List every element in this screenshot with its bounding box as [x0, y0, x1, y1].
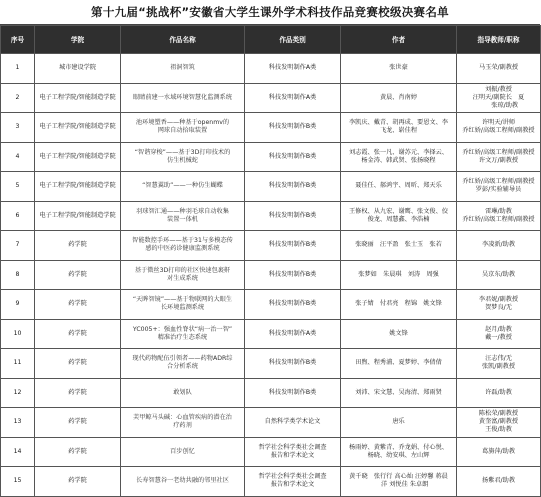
- cell-college: 药学院: [35, 378, 121, 408]
- cell-authors: 张晓丽 汪平盈 张士玉 张若: [341, 231, 457, 261]
- cell-work-name: 祖洞智筑: [121, 54, 245, 84]
- cell-number: 8: [1, 260, 35, 290]
- cell-work-name: 池环境塑香——种基于openmv的 网球自动拾取装置: [121, 113, 245, 143]
- cell-authors: 张子婧 付君亮 程锦 姚文锋: [341, 290, 457, 320]
- cell-work-name: 基于微丝3D打印的社区快速包裹鼾 对生成系统: [121, 260, 245, 290]
- cell-authors: 李凯庆、戴青、胡再成、要恩文、李 飞龙、崭佳程: [341, 113, 457, 143]
- cell-work-name: 百步创忆: [121, 437, 245, 467]
- cell-authors: 黄晨、肖南婷: [341, 83, 457, 113]
- cell-category: 科技发明制作A类: [245, 83, 341, 113]
- table-row: [1, 349, 541, 379]
- cell-authors: 田煦、程秀浦、夏梦婷、李倩倩: [341, 349, 457, 379]
- header-college: 学院: [35, 26, 121, 54]
- cell-college: 电子工程学院/智能制造学院: [35, 142, 121, 172]
- cell-work-name: 羽球智汇通——种羽毛球自动收集 装置一体机: [121, 201, 245, 231]
- cell-college: 药学院: [35, 437, 121, 467]
- cell-category: 科技发明制作B类: [245, 201, 341, 231]
- table-row: [1, 201, 541, 231]
- table-row: [1, 260, 541, 290]
- cell-advisor: 雷琳/助教 乔红娇/高级工程师/副教授: [457, 201, 541, 231]
- cell-college: 城市建设学院: [35, 54, 121, 84]
- cell-authors: 杨雨婷、黄紫青、乔龙娟、付心悦、 杨晓、幼安琪、左山辉: [341, 437, 457, 467]
- cell-advisor: 汪志伟/无 张凯/副教授: [457, 349, 541, 379]
- cell-college: 电子工程学院/智能制造学院: [35, 172, 121, 202]
- cell-college: 药学院: [35, 467, 121, 497]
- cell-college: 药学院: [35, 260, 121, 290]
- cell-number: 4: [1, 142, 35, 172]
- table-row: [1, 408, 541, 438]
- cell-work-name: “智慧翼助”——一种仿生蝴蝶: [121, 172, 245, 202]
- cell-work-name: 眼睛前建一水域环境智慧化监测系统: [121, 83, 245, 113]
- table-row: [1, 290, 541, 320]
- cell-advisor: 吴京东/助教: [457, 260, 541, 290]
- cell-category: 科技发明制作B类: [245, 378, 341, 408]
- cell-number: 6: [1, 201, 35, 231]
- cell-college: 药学院: [35, 349, 121, 379]
- cell-category: 科技发明制作B类: [245, 290, 341, 320]
- cell-advisor: 许磊/助教: [457, 378, 541, 408]
- cell-category: 科技发明制作A类: [245, 319, 341, 349]
- cell-category: 哲学社会科学类社会调查 报告和学术论文: [245, 437, 341, 467]
- cell-work-name: “天眸智镜”——基于物联网的大眼生 长环境监测系统: [121, 290, 245, 320]
- cell-college: 药学院: [35, 319, 121, 349]
- cell-category: 科技发明制作B类: [245, 142, 341, 172]
- header-category: 作品类别: [245, 26, 341, 54]
- cell-advisor: 乔红娇/高级工程师/副教授 许文万/副教授: [457, 142, 541, 172]
- cell-category: 科技发明制作B类: [245, 260, 341, 290]
- cell-category: 哲学社会科学类社会调查 报告和学术论文: [245, 467, 341, 497]
- table-row: [1, 231, 541, 261]
- cell-number: 15: [1, 467, 35, 497]
- cell-advisor: 葛旃萍/助教: [457, 437, 541, 467]
- table-row: [1, 319, 541, 349]
- header-advisor: 指导教师/职称: [457, 26, 541, 54]
- cell-authors: 聂佳任、郝鸿宇、周昕、郑天乐: [341, 172, 457, 202]
- cell-number: 5: [1, 172, 35, 202]
- cell-work-name: “智谐穿梭”——基于3D打印技术的 仿生机械蛇: [121, 142, 245, 172]
- cell-authors: 黄千晓 张行行 高心灿 汪婷馨 蒋晨 洋 刘悦佳 朱卓朗: [341, 467, 457, 497]
- table-row: [1, 83, 541, 113]
- cell-category: 科技发明制作B类: [245, 113, 341, 143]
- cell-advisor: 赵月/助教 戴一/教授: [457, 319, 541, 349]
- cell-advisor: 许明天/讲师 乔红娇/高级工程师/副教授: [457, 113, 541, 143]
- cell-advisor: 刘振/教授 汪明天/副院长 夏 张琼/助教: [457, 83, 541, 113]
- table-row: [1, 113, 541, 143]
- cell-number: 2: [1, 83, 35, 113]
- table-row: [1, 378, 541, 408]
- cell-work-name: 芙甲鲸马头碱：心血管疾病的潜在治 疗药剂: [121, 408, 245, 438]
- cell-college: 药学院: [35, 290, 121, 320]
- header-number: 序号: [1, 26, 35, 54]
- cell-category: 科技发明制作B类: [245, 172, 341, 202]
- cell-number: 14: [1, 437, 35, 467]
- cell-authors: 刘志霞、张一凡、谢苏元、李择云、 杨金涛、韩武贤、张扬晓程: [341, 142, 457, 172]
- cell-college: 药学院: [35, 231, 121, 261]
- cell-number: 1: [1, 54, 35, 84]
- cell-category: 科技发明制作B类: [245, 231, 341, 261]
- cell-college: 电子工程学院/智能制造学院: [35, 113, 121, 143]
- cell-number: 9: [1, 290, 35, 320]
- cell-work-name: YC005+：强血性脊状“病一治一智” 精准治疗生态系统: [121, 319, 245, 349]
- sheet-title: 第十九届“挑战杯”安徽省大学生课外学术科技作品竞赛校级决赛名单: [0, 0, 540, 25]
- cell-advisor: 扬紫君/助教: [457, 467, 541, 497]
- header-work-name: 作品名称: [121, 26, 245, 54]
- cell-authors: 张梦如 朱晨琪 刘涛 周强: [341, 260, 457, 290]
- cell-work-name: 敢划队: [121, 378, 245, 408]
- cell-number: 12: [1, 378, 35, 408]
- results-table: [0, 25, 541, 497]
- cell-authors: 姚文锋: [341, 319, 457, 349]
- cell-authors: 唐乐: [341, 408, 457, 438]
- cell-authors: 刘沛、宋文慧、吴海清、郑雨贤: [341, 378, 457, 408]
- cell-number: 10: [1, 319, 35, 349]
- cell-advisor: 李凌新/助教: [457, 231, 541, 261]
- table-row: [1, 467, 541, 497]
- header-authors: 作者: [341, 26, 457, 54]
- cell-authors: 张世豪: [341, 54, 457, 84]
- cell-work-name: 长寿智慧谷一老幼共融的邻里社区: [121, 467, 245, 497]
- cell-category: 科技发明制作B类: [245, 349, 341, 379]
- header-row: [1, 26, 541, 54]
- cell-college: 电子工程学院/智能制造学院: [35, 83, 121, 113]
- cell-advisor: 乔红娇/高级工程师/副教授 罗彭/实验辅导员: [457, 172, 541, 202]
- table-row: [1, 142, 541, 172]
- cell-college: 电子工程学院/智能制造学院: [35, 201, 121, 231]
- cell-category: 自然科学类学术论文: [245, 408, 341, 438]
- cell-number: 11: [1, 349, 35, 379]
- table-row: [1, 172, 541, 202]
- cell-number: 3: [1, 113, 35, 143]
- table-row: [1, 437, 541, 467]
- cell-category: 科技发明制作A类: [245, 54, 341, 84]
- cell-advisor: 李君妮/副教授 贺梦良/无: [457, 290, 541, 320]
- cell-number: 13: [1, 408, 35, 438]
- cell-advisor: 陈松荣/副教授 黄奎富/副教授 王俊/助教: [457, 408, 541, 438]
- cell-advisor: 马玉荣/副教授: [457, 54, 541, 84]
- cell-work-name: 现代药物配伍引领者——药物ADR综 合分析系统: [121, 349, 245, 379]
- cell-work-name: 智能数控手环——基于31与多模态传 感的中医药诊健康监测系统: [121, 231, 245, 261]
- cell-authors: 王修权、从九宏、谢鹰、张文俊、佼 俊龙、周慧鑫、李浩楠: [341, 201, 457, 231]
- cell-college: 药学院: [35, 408, 121, 438]
- table-row: [1, 54, 541, 84]
- cell-number: 7: [1, 231, 35, 261]
